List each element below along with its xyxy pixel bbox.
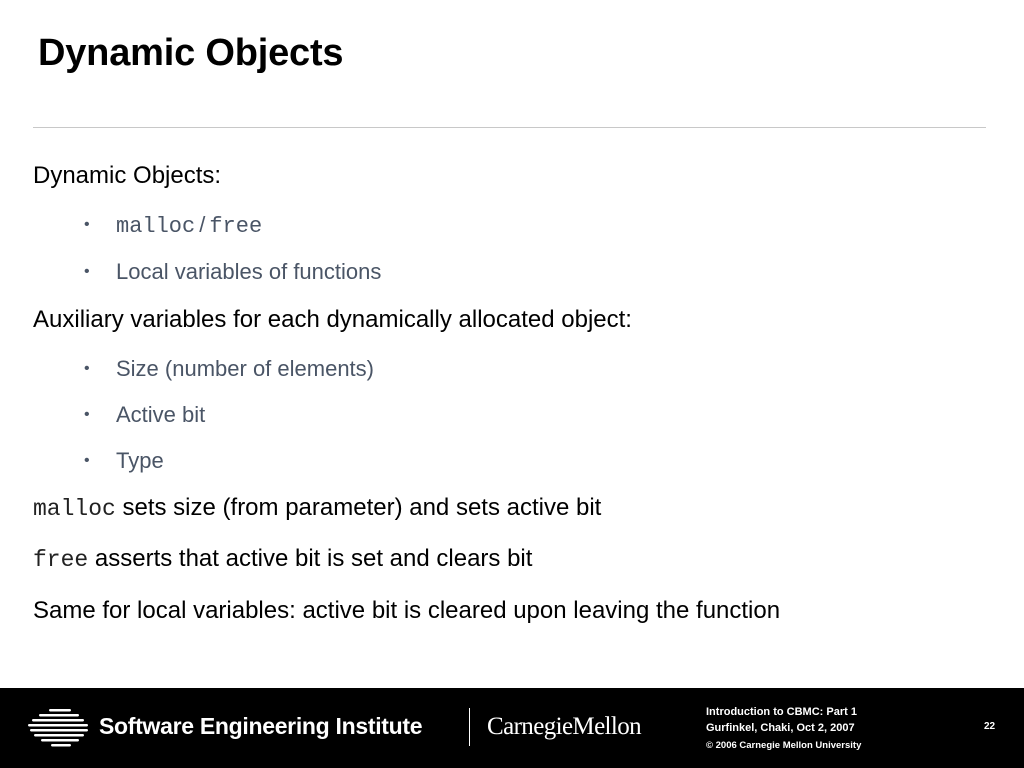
bullet-marker: • bbox=[84, 263, 90, 280]
course-title: Introduction to CBMC: Part 1 bbox=[706, 706, 857, 718]
heading-dynamic-objects: Dynamic Objects: bbox=[33, 162, 222, 189]
slash-separator: / bbox=[199, 212, 206, 237]
bullet-text: Active bit bbox=[116, 402, 206, 427]
title-divider bbox=[33, 127, 986, 128]
bullet-text bbox=[116, 212, 262, 239]
bullet-text: Size (number of elements) bbox=[116, 356, 374, 381]
bullet-marker: • bbox=[84, 452, 90, 469]
heading-auxiliary-variables: Auxiliary variables for each dynamically allocated object: bbox=[33, 306, 632, 333]
copyright: © 2006 Carnegie Mellon University bbox=[706, 740, 862, 751]
line-free-text: asserts that active bit is set and clears bit bbox=[88, 545, 533, 572]
code-free: free bbox=[209, 214, 263, 239]
bullet-marker: • bbox=[84, 216, 90, 233]
page-number: 22 bbox=[984, 721, 996, 732]
code-malloc: malloc bbox=[33, 496, 116, 522]
sei-logo-text: Software Engineering Institute bbox=[99, 713, 423, 739]
bullet-marker: • bbox=[84, 360, 90, 377]
line-malloc bbox=[33, 494, 601, 522]
footer-info bbox=[706, 705, 861, 754]
slide-title: Dynamic Objects bbox=[38, 32, 344, 74]
code-free: free bbox=[33, 547, 89, 573]
sei-logo-icon bbox=[27, 708, 91, 748]
line-malloc-text: sets size (from parameter) and sets active bit bbox=[115, 494, 602, 521]
footer-divider bbox=[469, 708, 470, 746]
bullet-text: Type bbox=[116, 448, 164, 473]
line-free bbox=[33, 545, 532, 573]
authors-date: Gurfinkel, Chaki, Oct 2, 2007 bbox=[706, 721, 855, 734]
code-malloc: malloc bbox=[116, 214, 196, 239]
bullet-marker: • bbox=[84, 406, 90, 423]
bullet-text: Local variables of functions bbox=[116, 259, 382, 284]
line-local-variables: Same for local variables: active bit is cleared upon leaving the function bbox=[33, 597, 781, 624]
cmu-logo-text: CarnegieMellon bbox=[487, 713, 642, 740]
